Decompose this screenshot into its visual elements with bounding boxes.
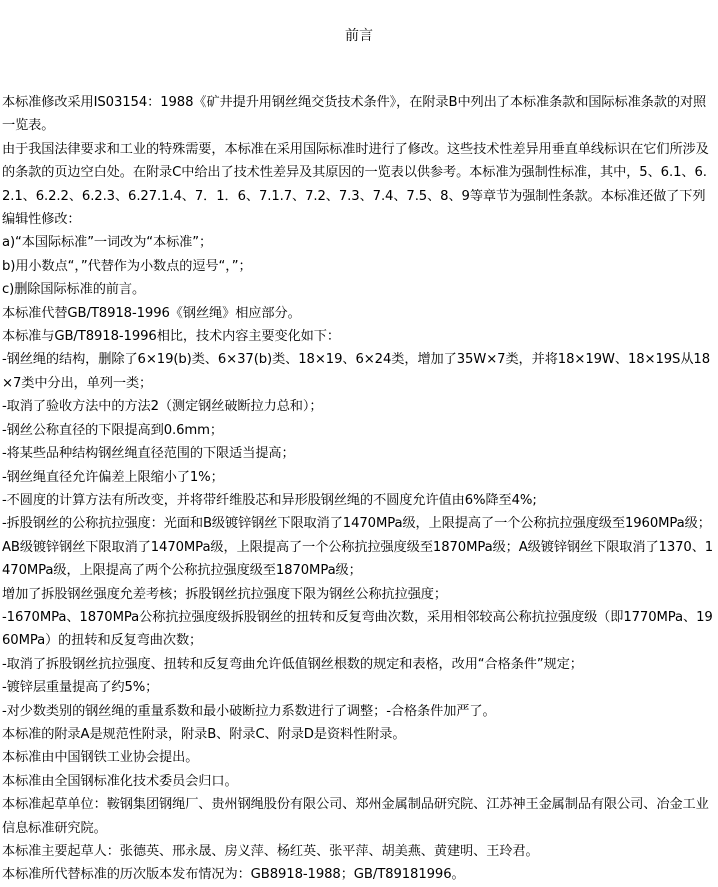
- paragraph-replaces: 本标准代替GB/T8918-1996《钢丝绳》相应部分。: [2, 305, 301, 321]
- paragraph-proposer: 本标准由中国钢铁工业协会提出。: [2, 750, 199, 766]
- paragraph-committee: 本标准由全国钢标准化技术委员会归口。: [2, 773, 238, 789]
- paragraph-change-structure: -钢丝绳的结构，删除了6×19(b)类、6×37(b)类、18×19、6×24类，增加了35W×7类，并将18×19W、18×19S从18×7类中分出，单列一类；: [2, 352, 710, 391]
- paragraph-changes-intro: 本标准与GB/T8918-1996相比，技术内容主要变化如下：: [2, 329, 340, 345]
- paragraph-change-qualification: -取消了拆股钢丝抗拉强度、扭转和反复弯曲允许低值钢丝根数的规定和表格，改用“合格条件”规定；: [2, 656, 583, 672]
- paragraph-edit-a: a)“本国际标准”一词改为“本标准”；: [2, 235, 213, 251]
- paragraph-drafting-units: 本标准起草单位：鞍钢集团钢绳厂、贵州钢绳股份有限公司、郑州金属制品研究院、江苏神王金属制品有限公司、冶金工业信息标准研究院。: [2, 797, 709, 836]
- paragraph-change-tolerance: -钢丝绳直径允许偏差上限缩小了1%；: [2, 469, 224, 485]
- paragraph-adoption: 本标准修改采用IS03154：1988《矿井提升用钢丝绳交货技术条件》，在附录B中列出了本标准条款和国际标准条款的对照一览表。: [2, 95, 707, 134]
- paragraph-change-strength: -拆股钢丝的公称抗拉强度：光面和B级镀锌钢丝下限取消了1470MPa级，上限提高了一个公称抗拉强度级至1960MPa级；AB级镀锌钢丝下限取消了1470MPa级，上限提高了一个公称抗拉强度级至1870MPa级；A级镀锌钢丝下限取消了1370、1470MPa级，上限提高了两个公称抗拉强度级至1870MPa级；: [2, 516, 714, 579]
- document-title: 前言: [345, 28, 373, 44]
- paragraph-history: 本标准所代替标准的历次版本发布情况为：GB8918-1988；GB/T89181996。: [2, 867, 465, 883]
- paragraph-change-roundness: -不圆度的计算方法有所改变，并将带纤维股芯和异形股钢丝绳的不圆度允许值由6%降至4%;: [2, 492, 537, 508]
- paragraph-change-range: -将某些品种结构钢丝绳直径范围的下限适当提高；: [2, 446, 295, 462]
- paragraph-change-factors: -对少数类别的钢丝绳的重量系数和最小破断拉力系数进行了调整；-合格条件加严了。: [2, 703, 496, 719]
- paragraph-change-torsion: -1670MPa、1870MPa公称抗拉强度级拆股钢丝的扭转和反复弯曲次数，采用相邻较高公称抗拉强度级（即1770MPa、1960MPa）的扭转和反复弯曲次数；: [2, 609, 713, 649]
- paragraph-change-zinc: -镀锌层重量提高了约5%；: [2, 680, 159, 696]
- paragraph-change-method: -取消了验收方法中的方法2（测定钢丝破断拉力总和）；: [2, 399, 323, 415]
- paragraph-drafters: 本标准主要起草人：张德英、邢永晟、房义萍、杨红英、张平萍、胡美燕、黄建明、王玲君。: [2, 844, 539, 859]
- paragraph-edit-b: b)用小数点“，”代替作为小数点的逗号“，”；: [2, 258, 252, 274]
- document-body: [2, 91, 716, 887]
- paragraph-edit-c: c)删除国际标准的前言。: [2, 282, 146, 298]
- paragraph-appendices: 本标准的附录A是规范性附录，附录B、附录C、附录D是资料性附录。: [2, 726, 406, 742]
- paragraph-modifications: 由于我国法律要求和工业的特殊需要，本标准在采用国际标准时进行了修改。这些技术性差异用垂直单线标识在它们所涉及的条款的页边空白处。在附录C中给出了技术性差异及其原因的一览表以供参考。本标准为强制性标准，其中，5、6.1、6.2.1、6.2.2、6.2.3、6.27.1.4、7．1．6、7.1.7、7.2、7.3、7.4、7.5、8、9等章节为强制性条款。本标准还做了下列编辑性修改：: [2, 141, 709, 228]
- paragraph-change-strength-check: 增加了拆股钢丝强度允差考核；拆股钢丝抗拉强度下限为钢丝公称抗拉强度；: [2, 586, 447, 602]
- paragraph-change-diameter: -钢丝公称直径的下限提高到0.6mm；: [2, 422, 223, 438]
